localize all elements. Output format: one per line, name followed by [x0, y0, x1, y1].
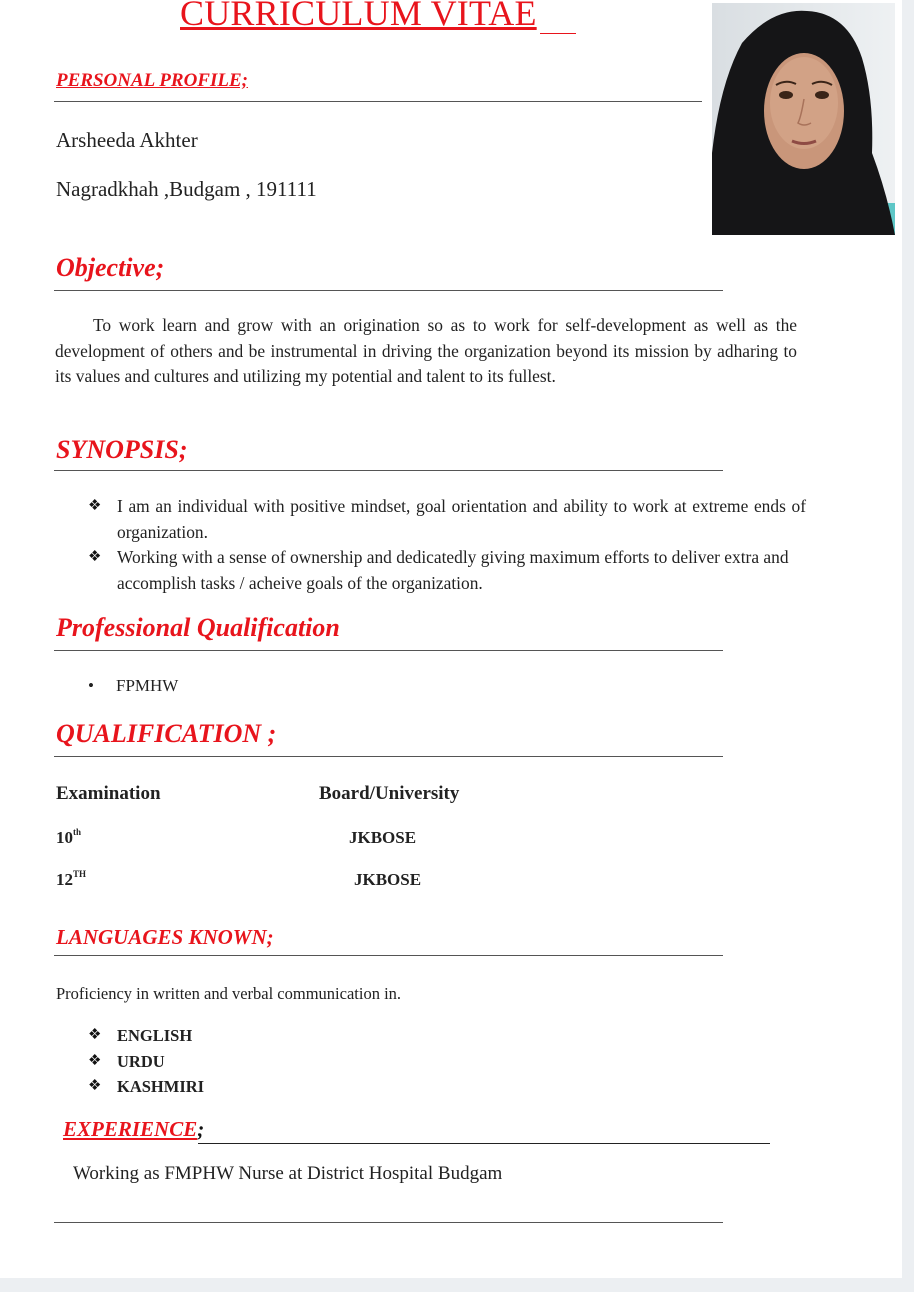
diamond-bullet-icon: ❖	[88, 1027, 102, 1043]
list-item	[88, 1074, 204, 1100]
diamond-bullet-icon: ❖	[88, 498, 102, 514]
experience-heading-suffix: ;	[197, 1117, 205, 1141]
column-header-examination: Examination	[56, 783, 161, 804]
exam-suffix: th	[73, 827, 82, 837]
profile-photo	[712, 3, 895, 235]
experience-text: Working as FMPHW Nurse at District Hospital Budgam	[73, 1163, 503, 1184]
personal-profile-heading: PERSONAL PROFILE;	[56, 70, 248, 91]
experience-rule	[198, 1143, 770, 1144]
diamond-bullet-icon: ❖	[88, 1078, 102, 1094]
qualification-rule	[54, 756, 723, 757]
list-item	[88, 545, 806, 596]
personal-profile-rule	[54, 101, 702, 102]
synopsis-heading: SYNOPSIS;	[56, 435, 188, 464]
synopsis-rule	[54, 470, 723, 471]
professional-qualification-rule	[54, 650, 723, 651]
experience-heading	[63, 1117, 204, 1142]
profile-address: Nagradkhah ,Budgam , 191111	[56, 177, 317, 201]
diamond-bullet-icon: ❖	[88, 1052, 102, 1069]
objective-heading: Objective;	[56, 253, 165, 282]
synopsis-item-text: Working with a sense of ownership and dedicatedly giving maximum efforts to deliver extra and accomplish tasks / acheive goals of the organization.	[117, 547, 789, 593]
document-title: CURRICULUM VITAE	[180, 0, 537, 33]
list-item	[88, 1049, 204, 1075]
title-underline-tail	[540, 33, 576, 34]
language-item: KASHMIRI	[117, 1077, 205, 1096]
languages-heading: LANGUAGES KNOWN;	[56, 925, 274, 949]
column-header-board: Board/University	[319, 783, 460, 804]
board-cell: JKBOSE	[349, 828, 417, 847]
synopsis-list	[88, 494, 806, 596]
profile-name: Arsheeda Akhter	[56, 128, 198, 152]
profile-photo-illustration	[712, 3, 895, 235]
table-row	[56, 828, 81, 848]
synopsis-item-text: I am an individual with positive mindset, goal orientation and ability to work at extreme ends of organization.	[117, 496, 806, 542]
list-item	[88, 1023, 204, 1049]
language-item: ENGLISH	[117, 1026, 193, 1045]
exam-suffix: TH	[73, 869, 87, 879]
board-cell: JKBOSE	[354, 870, 422, 889]
qualification-heading: QUALIFICATION ;	[56, 719, 277, 748]
objective-paragraph: To work learn and grow with an origination so as to work for self-development as well as the development of others and be instrumental in driving the organization beyond its mission by adharing to its values and cultures and utilizing my potential and talent to its fullest.	[55, 315, 797, 386]
languages-list	[88, 1023, 204, 1100]
exam-cell: 12	[56, 870, 73, 889]
bullet-icon: •	[88, 676, 94, 695]
professional-qualification-heading: Professional Qualification	[56, 613, 340, 642]
professional-qualification-list	[88, 676, 178, 696]
experience-heading-text: EXPERIENCE	[63, 1117, 198, 1141]
table-row	[56, 870, 86, 890]
objective-rule	[54, 290, 723, 291]
languages-intro: Proficiency in written and verbal communication in.	[56, 984, 402, 1003]
list-item	[88, 494, 806, 545]
diamond-bullet-icon: ❖	[88, 549, 102, 565]
language-item: URDU	[117, 1051, 165, 1071]
languages-rule	[54, 955, 723, 956]
exam-cell: 10	[56, 828, 73, 847]
qualification-item: FPMHW	[116, 676, 179, 695]
bottom-rule	[54, 1222, 723, 1223]
